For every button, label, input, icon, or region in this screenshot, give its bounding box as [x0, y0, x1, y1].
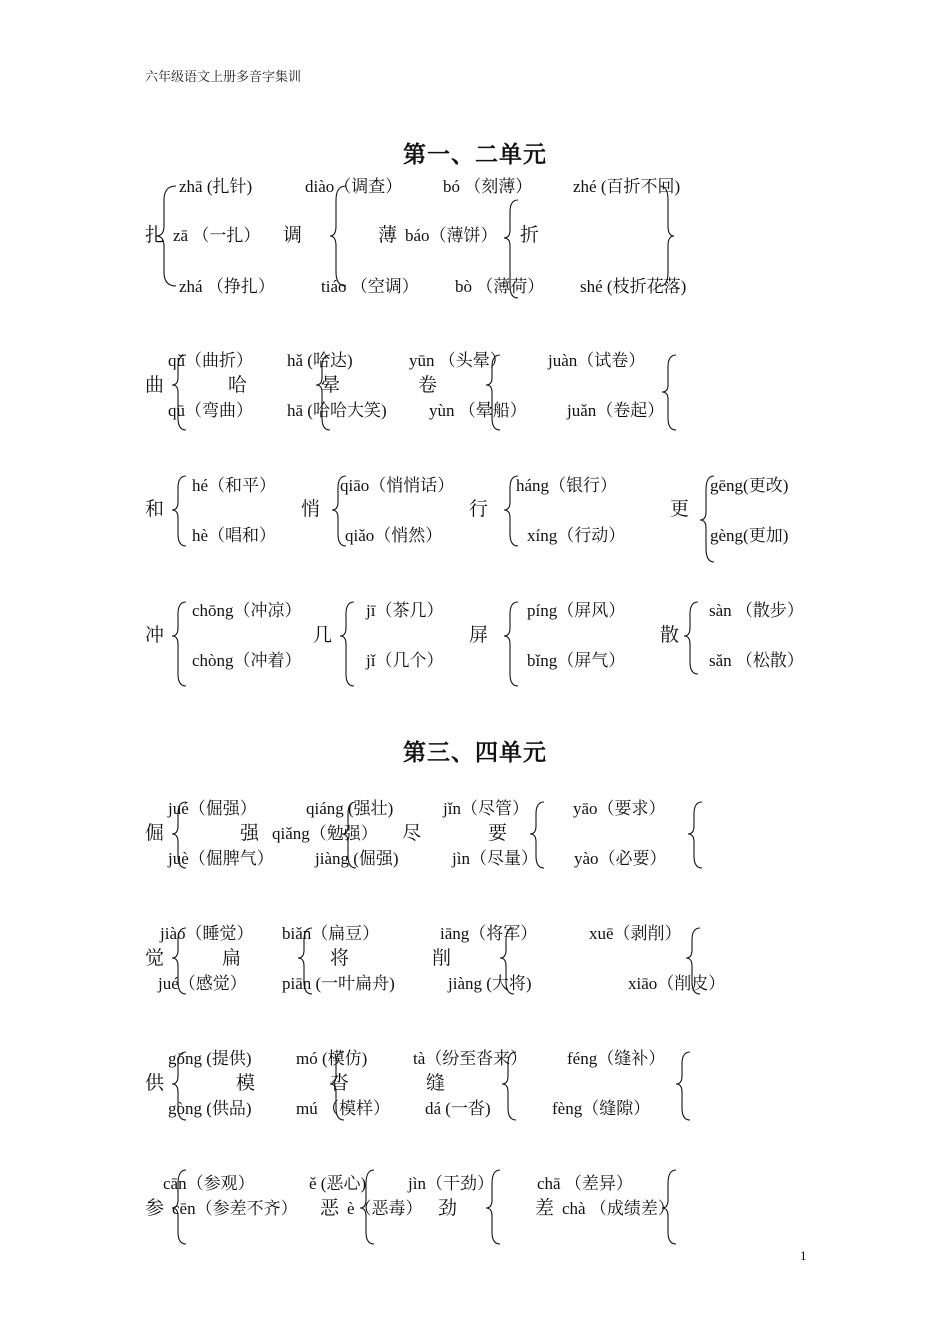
reading-pian: piān (一叶扁舟)	[282, 974, 395, 993]
reading-ha-3: hǎ (哈达)	[287, 351, 353, 370]
char-qiang: 强	[240, 823, 260, 844]
reading-qu-1: qū（弯曲）	[168, 401, 253, 420]
page-header: 六年级语文上册多音字集训	[145, 69, 302, 84]
reading-geng-1: gēng(更改)	[710, 476, 789, 495]
reading-cen: cēn（参差不齐）	[172, 1199, 298, 1218]
reading-xue: xuē（剥削）	[589, 924, 682, 943]
reading-cha-1: chā （差异）	[537, 1174, 633, 1193]
reading-xiao: xiāo（削皮）	[628, 974, 726, 993]
brace-7-4	[676, 1052, 690, 1120]
reading-diao: diào（调查）	[305, 177, 403, 196]
char-juan: 卷	[418, 375, 438, 396]
reading-she: shé (枝折花落)	[580, 277, 687, 296]
brace-4-2	[340, 602, 354, 686]
reading-chong-4: chòng（冲着）	[192, 651, 302, 670]
reading-feng-4: fèng（缝隙）	[552, 1099, 651, 1118]
char-bao: 薄	[378, 225, 398, 246]
brace-3-1	[172, 476, 186, 546]
brace-4-3	[504, 602, 518, 686]
reading-jin-3: jǐn（尽管）	[443, 799, 529, 818]
char-geng: 更	[670, 499, 690, 520]
char-ha: 哈	[228, 375, 248, 396]
char-xing: 行	[469, 499, 489, 520]
reading-ji-1: jī（茶几）	[366, 601, 444, 620]
reading-geng-4: gèng(更加)	[710, 526, 789, 545]
reading-ha-1: hā (哈哈大笑)	[287, 401, 387, 420]
brace-4-1	[172, 602, 186, 686]
reading-jiang-1: iāng（将军）	[440, 924, 538, 943]
reading-za: zā （一扎）	[173, 226, 261, 245]
char-he: 和	[145, 499, 165, 520]
char-zha: 扎	[145, 225, 165, 246]
char-ji: 几	[313, 625, 333, 646]
reading-jin-4b: jìn（干劲）	[408, 1174, 494, 1193]
reading-jiang-4: jiàng (倔强)	[315, 849, 399, 868]
char-jin-2: 劲	[438, 1198, 458, 1219]
char-jue: 倔	[145, 823, 165, 844]
char-yun: 晕	[321, 375, 341, 396]
char-ta: 沓	[330, 1073, 350, 1094]
reading-bo-2: bò （薄荷）	[455, 277, 545, 296]
reading-zha-1: zhā (扎针)	[179, 177, 253, 196]
page-number: 1	[800, 1248, 807, 1263]
reading-yao-1: yāo（要求）	[573, 799, 666, 818]
char-chong: 冲	[145, 625, 165, 646]
reading-mu: mú （模样）	[296, 1099, 390, 1118]
char-feng: 缝	[426, 1073, 446, 1094]
char-ping: 屏	[469, 625, 489, 646]
reading-e-4: è（恶毒）	[347, 1199, 423, 1218]
reading-qiao-1: qiāo（悄悄话）	[340, 476, 455, 495]
reading-san-4: sàn （散步）	[709, 601, 804, 620]
reading-mo: mó (模仿)	[296, 1049, 368, 1068]
reading-qiang-2: qiáng (强壮)	[306, 799, 394, 818]
reading-xing: xíng（行动）	[527, 526, 626, 545]
reading-tiao: tiáo （空调）	[321, 277, 419, 296]
char-tiao: 调	[283, 225, 303, 246]
char-san: 散	[660, 625, 680, 646]
reading-qiao-3: qiǎo（悄然）	[345, 526, 443, 545]
reading-bao: báo（薄饼）	[405, 226, 498, 245]
reading-qiang-3: qiǎng（勉强）	[272, 824, 378, 843]
reading-juan-4: juàn（试卷）	[548, 351, 646, 370]
char-mo: 模	[236, 1073, 256, 1094]
char-qiao: 悄	[301, 499, 321, 520]
reading-san-3: sǎn （松散）	[709, 651, 804, 670]
reading-jue-2: jué（倔强）	[168, 799, 257, 818]
reading-ping: píng（屏风）	[527, 601, 626, 620]
char-yao: 要	[488, 823, 508, 844]
reading-he-2: hé（和平）	[192, 476, 277, 495]
char-can: 参	[145, 1198, 165, 1219]
reading-chong-1: chōng（冲凉）	[192, 601, 302, 620]
section-title-unit-1-2: 第一、二单元	[403, 142, 547, 167]
section-title-unit-3-4: 第三、四单元	[403, 740, 547, 765]
reading-gong-1: gōng (提供)	[168, 1049, 252, 1068]
brace-1-4	[660, 186, 674, 286]
reading-jue-4: juè（倔脾气）	[168, 849, 274, 868]
char-e: 恶	[320, 1198, 340, 1219]
reading-yun-1: yūn （头晕）	[409, 351, 507, 370]
brace-1-2	[330, 186, 346, 286]
reading-cha-4: chà （成绩差）	[562, 1199, 675, 1218]
reading-qu-3: qǔ（曲折）	[168, 351, 253, 370]
reading-zha-2: zhá （挣扎）	[179, 277, 275, 296]
char-bian: 扁	[222, 948, 242, 969]
char-jue-2: 觉	[145, 948, 165, 969]
reading-jiang-4b: jiàng (大将)	[448, 974, 532, 993]
char-qu: 曲	[145, 375, 165, 396]
reading-gong-4: gòng (供品)	[168, 1099, 252, 1118]
char-zhe: 折	[520, 225, 540, 246]
reading-bo: bó （刻薄）	[443, 177, 533, 196]
reading-bing: bǐng（屏气）	[527, 651, 626, 670]
reading-feng-2: féng（缝补）	[567, 1049, 666, 1068]
reading-can: cān（参观）	[163, 1174, 255, 1193]
reading-yao-4: yào（必要）	[574, 849, 667, 868]
char-jiang: 将	[330, 948, 350, 969]
reading-juan-3: juǎn（卷起）	[567, 401, 665, 420]
reading-zhe: zhé (百折不回)	[573, 177, 681, 196]
brace-5-4	[688, 802, 702, 868]
reading-ta: tà（纷至沓来）	[413, 1049, 528, 1068]
reading-jin-4: jìn（尽量）	[452, 849, 538, 868]
reading-ji-3: jǐ（几个）	[366, 651, 444, 670]
reading-yun-4: yùn （晕船）	[429, 401, 527, 420]
char-cha: 差	[535, 1198, 555, 1219]
char-gong: 供	[145, 1073, 165, 1094]
reading-da: dá (一沓)	[425, 1099, 491, 1118]
reading-bian: biǎn（扁豆）	[282, 924, 380, 943]
reading-he-4: hè（唱和）	[192, 526, 277, 545]
reading-jiao: jiào（睡觉）	[160, 924, 254, 943]
reading-jue-2b: jué（感觉）	[158, 974, 247, 993]
reading-hang: háng（银行）	[516, 476, 618, 495]
char-jin: 尽	[402, 823, 422, 844]
reading-e-3: ě (恶心)	[309, 1174, 367, 1193]
char-xue: 削	[432, 948, 452, 969]
brace-4-4	[684, 602, 698, 674]
